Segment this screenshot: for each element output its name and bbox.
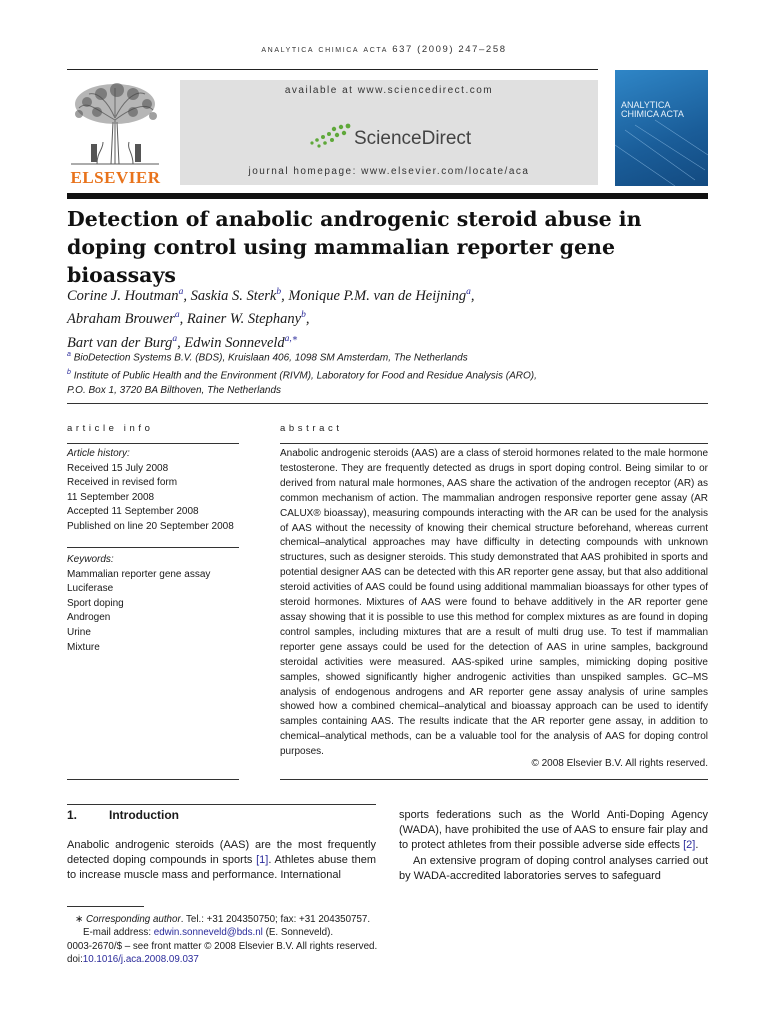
contact-phone-fax: . Tel.: +31 204350750; fax: +31 204350757. — [180, 914, 371, 925]
email-label: E-mail address: — [83, 927, 154, 939]
keyword-item: Sport doping — [67, 597, 124, 609]
body-text: . — [695, 839, 699, 852]
affiliation-b — [67, 366, 708, 384]
history-item: Accepted 11 September 2008 — [67, 506, 199, 518]
journal-homepage-link[interactable]: journal homepage: www.elsevier.com/locate/aca — [248, 166, 530, 177]
affiliations — [67, 348, 708, 398]
affiliation-mark: a — [67, 351, 71, 358]
author-separator: , — [183, 287, 191, 304]
abstract-end-rule — [280, 779, 708, 780]
author-affil-link[interactable]: a — [466, 287, 471, 297]
abstract-rule — [280, 443, 708, 444]
keyword-item: Luciferase — [67, 583, 114, 595]
keyword-item: Urine — [67, 626, 91, 638]
affiliation-text: BioDetection Systems B.V. (BDS), Kruislaan 406, 1098 SM Amsterdam, The Netherlands — [73, 352, 468, 364]
author-name: Bart van der Burg — [67, 334, 173, 351]
author-separator: , — [281, 287, 289, 304]
author-separator: , — [177, 334, 185, 351]
header-rule — [67, 69, 598, 70]
journal-cover-image — [615, 70, 708, 186]
issn-line: 0003-2670/$ – see front matter © 2008 Elsevier B.V. All rights reserved. — [67, 940, 378, 952]
section-number: 1. — [67, 808, 78, 822]
keyword-item: Mammalian reporter gene assay — [67, 568, 211, 580]
author-name: Corine J. Houtman — [67, 287, 179, 304]
journal-citation: analytica chimica acta 637 (2009) 247–258 — [261, 44, 507, 55]
sciencedirect-banner — [180, 80, 598, 185]
intro-column-left — [67, 838, 376, 884]
history-item: Received in revised form — [67, 477, 178, 489]
email-owner: (E. Sonneveld). — [262, 927, 334, 939]
body-text: . Athletes abuse them to increase muscle mass and performance. International — [67, 854, 376, 882]
affiliation-text: P.O. Box 1, 3720 BA Bilthoven, The Netherlands — [67, 384, 282, 396]
history-rule — [67, 547, 239, 548]
keywords — [67, 553, 247, 655]
author-separator: , — [305, 311, 310, 328]
sciencedirect-wordmark: ScienceDirect — [354, 128, 472, 149]
abstract-heading: abstract — [280, 423, 343, 434]
footnote-rule — [67, 906, 144, 907]
available-at-link[interactable]: available at www.sciencedirect.com — [284, 85, 494, 96]
article-info-heading: article info — [67, 423, 154, 434]
affiliation-b-cont — [67, 384, 708, 399]
title-bar-rule — [67, 193, 708, 199]
introduction-rule — [67, 804, 376, 805]
section-heading — [67, 808, 179, 822]
keyword-item: Mixture — [67, 641, 100, 653]
footnotes — [67, 913, 467, 967]
elsevier-logo — [67, 80, 164, 186]
author-affil-link[interactable]: a — [172, 333, 178, 344]
history-item: 11 September 2008 — [67, 491, 155, 503]
cover-title-line2: CHIMICA ACTA — [621, 109, 684, 119]
abstract-copyright: © 2008 Elsevier B.V. All rights reserved. — [531, 758, 708, 769]
author-affil-link[interactable]: a,∗ — [284, 333, 299, 344]
history-item: Published on line 20 September 2008 — [67, 520, 234, 532]
history-item: Received 15 July 2008 — [67, 462, 169, 474]
article-history — [67, 447, 247, 535]
doi-link[interactable]: 10.1016/j.aca.2008.09.037 — [82, 954, 199, 966]
citation-link[interactable]: [2] — [683, 839, 696, 852]
cover-title-line1: ANALYTICA — [621, 100, 671, 110]
author-name: Saskia S. Sterk — [190, 287, 277, 304]
section-rule — [67, 403, 708, 404]
keywords-label: Keywords: — [67, 554, 114, 565]
email-link[interactable]: edwin.sonneveld@bds.nl — [153, 927, 263, 939]
author-name: Abraham Brouwer — [67, 311, 175, 328]
body-text: sports federations such as the World Anti-Doping Agency (WADA), have prohibited the use of AAS to ensure fair play and to protect athletes from their possible adverse side effects — [399, 809, 708, 852]
sciencedirect-dots-icon — [308, 122, 352, 152]
footnote-mark: ∗ — [75, 914, 84, 925]
doi-label: doi: — [67, 954, 83, 966]
author-name: Rainer W. Stephany — [186, 311, 302, 328]
sciencedirect-logo — [308, 122, 508, 156]
abstract-text: Anabolic androgenic steroids (AAS) are a class of steroid hormones related to the male hormone testosterone. They are frequently detected as drugs in sport doping control. Being similar to or derived from natural male hormones, AAS share the activation of the androgen receptor (AR) as common mechanism of action. The mammalian androgen responsive reporter gene assay (AR CALUX® bioassay), measuring compounds interacting with the AR can be used for the analysis of AAS without the necessity of knowing their chemical structure beforehand, whereas current chemical–analytical approaches may have difficulty in detecting compounds with unknown structures, such as designer steroids. This study demonstrated that AAS prohibited in sports and potential designer AAS can be detected with this AR reporter gene assay, but that also additional steroid activities of AAS could be found using additional mammalian bioassays for other types of steroid hormones. Mixtures of AAS were found to behave additively in the AR reporter gene assay showing that it is possible to use this method for complex mixtures as are found in doping control samples, including mixtures that are a result of multi drug use. To test if mammalian reporter gene assays could be used for the detection of AAS in urine samples, background steroidal activities were measured. AAS-spiked urine samples, mimicking doping positive samples, showed significantly higher androgenic activities than unspiked samples. GC–MS analysis of endogenous androgens and AR reporter gene assay analysis of urine samples showed how a combined chemical–analytical and bioassay approach can be used to identify samples containing AAS. The results indicate that the AR reporter gene assay, in addition to chemical–analytical methods, can be a valuable tool for the analysis of AAS for doping control purposes. — [280, 448, 709, 758]
author-affil-link[interactable]: a — [178, 287, 184, 297]
cover-pattern-icon — [615, 70, 708, 186]
citation-link[interactable]: [1] — [256, 854, 269, 867]
tree-emblem-icon — [67, 80, 164, 166]
author-affil-link[interactable]: b — [276, 287, 282, 297]
author-list — [67, 283, 708, 353]
affiliation-a — [67, 348, 708, 366]
body-text: Anabolic androgenic steroids (AAS) are the most frequently detected doping compounds in sports — [67, 839, 376, 867]
elsevier-wordmark: ELSEVIER — [70, 168, 161, 187]
intro-column-right — [399, 808, 708, 884]
author-affil-link[interactable]: b — [301, 310, 306, 321]
author-separator: , — [179, 311, 187, 328]
history-label: Article history: — [67, 448, 130, 459]
article-title: Detection of anabolic androgenic steroid abuse in doping control using mammalian reporter gene bioassays — [67, 207, 642, 287]
corresponding-author-label: Corresponding author — [85, 914, 181, 925]
keyword-item: Androgen — [67, 612, 111, 624]
author-name: Edwin Sonneveld — [184, 334, 285, 351]
author-affil-link[interactable]: a — [174, 310, 180, 321]
article-info-end-rule — [67, 779, 239, 780]
author-separator: , — [470, 287, 475, 304]
affiliation-mark: b — [67, 368, 71, 376]
body-paragraph: An extensive program of doping control analyses carried out by WADA-accredited laboratories serves to safeguard — [399, 854, 708, 882]
article-info-rule — [67, 443, 239, 444]
affiliation-text: Institute of Public Health and the Environment (RIVM), Laboratory for Food and Residue Analysis (ARO), — [73, 370, 537, 382]
author-name: Monique P.M. van de Heijning — [288, 287, 467, 304]
section-title: Introduction — [109, 808, 179, 822]
